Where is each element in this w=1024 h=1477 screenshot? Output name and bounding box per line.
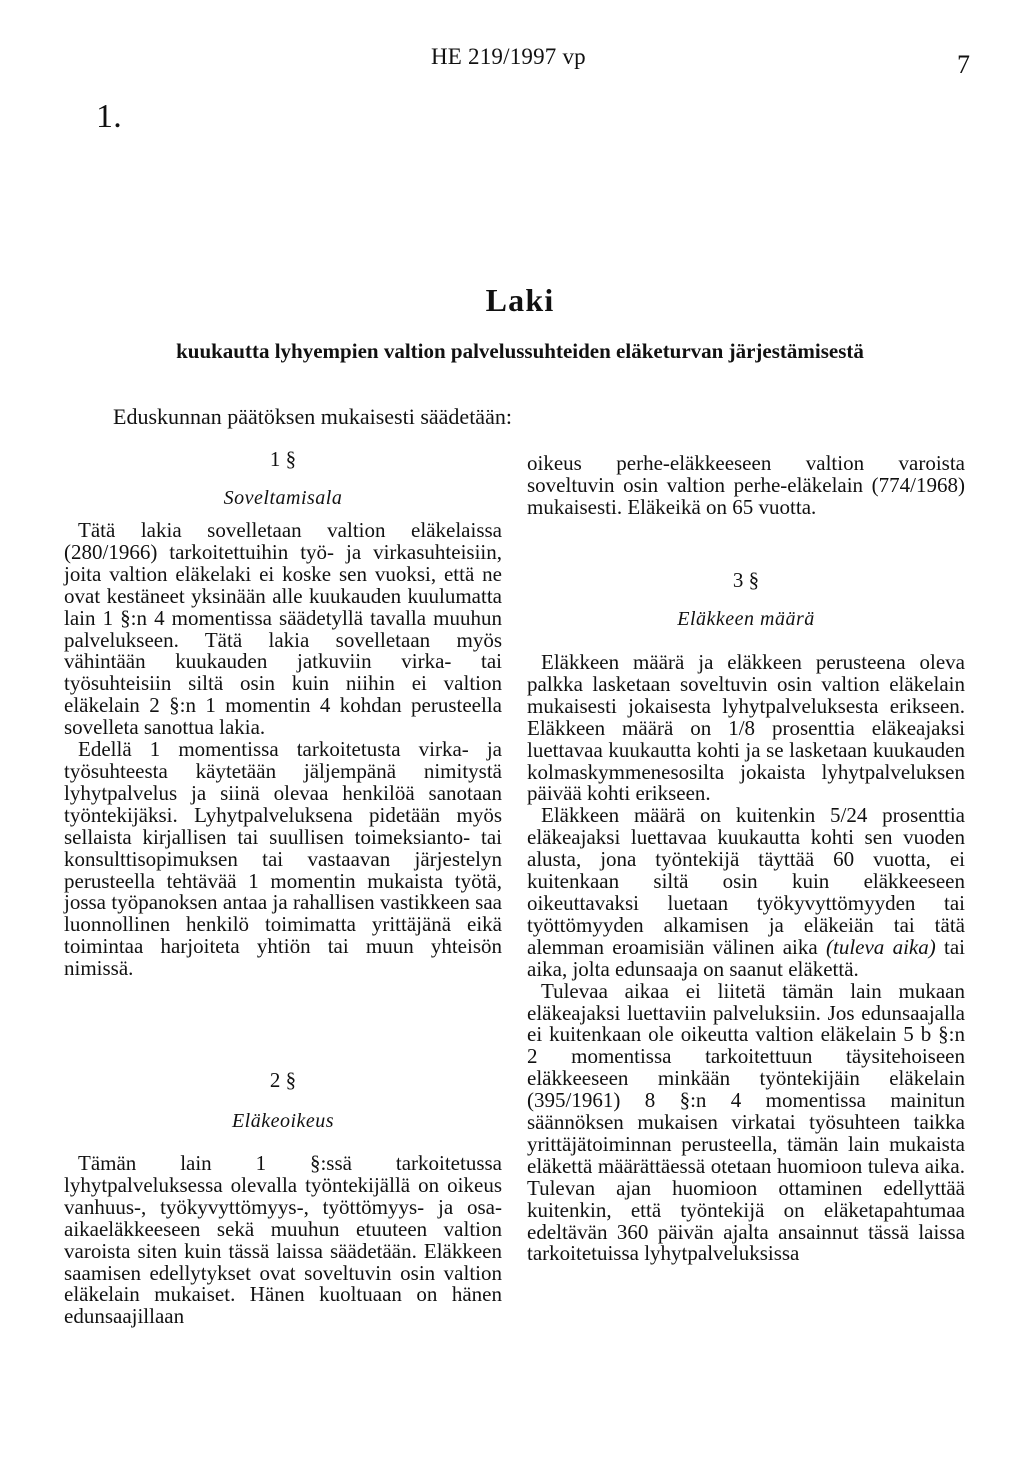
section-1-body xyxy=(64,520,502,980)
section-2-heading: Eläkeoikeus xyxy=(231,1110,335,1132)
law-subtitle: kuukautta lyhyempien valtion palvelussuhteiden eläketurvan järjestämisestä xyxy=(176,339,864,363)
section-3-number: 3 § xyxy=(732,568,760,592)
section-3-paragraph-1: Eläkkeen määrä ja eläkkeen perusteena oleva palkka lasketaan soveltuvin osin valtion eläkelain mukaisesti jokaisesta lyhytpalveluksesta erikseen. Eläkkeen määrä on 1/8 prosenttia eläkeajaksi luettavaa kuukautta kohti ja se lasketaan kuukauden kolmaskymmenesosilta jokaista lyhytpalveluksen päivää kohti erikseen. xyxy=(527,650,965,806)
section-3-body xyxy=(527,652,965,1265)
section-1-paragraph-2: Edellä 1 momentissa tarkoitetusta virka- ja työsuhteesta käytetään jäljempänä nimitystä lyhytpalvelus ja siinä olevaa henkilöä sanotaan työntekijäksi. Lyhytpalveluksena pidetään myös sellaista kirjallisen tai suullisen toimeksianto- tai konsulttisopimuksen tai vastaavan järjestelyn perusteella tehtävää 1 momentin mukaista työtä, jossa työpanoksen antaa ja rahallisen vastikkeen saa luonnollinen henkilö toimimatta yrittäjänä eikä toimintaa harjoiteta yhtiön tai muun yhteisön nimissä. xyxy=(64,737,502,981)
section-1-number: 1 § xyxy=(269,447,297,471)
section-2-continuation xyxy=(527,453,965,519)
law-title: Laki xyxy=(485,282,555,318)
section-3-paragraph-2-end: tai aika, jolta edunsaaja on saanut eläkettä. xyxy=(527,934,966,981)
page-number: 1. xyxy=(96,98,122,135)
folio-number: 7 xyxy=(957,50,971,79)
section-1-paragraph-1: Tätä lakia sovelletaan valtion eläkelaissa (280/1966) tarkoitettuihin työ- ja virkasuhteisiin, joita valtion eläkelaki ei koske sen vuoksi, että ne ovat kestäneet yksinään alle kuukauden kuulumatta lain 1 §:n 4 momentissa säädetyllä tavalla muuhun palvelukseen. Tätä lakia sovelletaan myös vähintään kuukauden jatkuviin virka- tai työsuhteisiin siltä osin kuin niihin ei valtion eläkelain 2 §:n 1 momentin 4 kohdan perusteella sovelleta sanottua lakia. xyxy=(64,518,502,740)
section-1-heading: Soveltamisala xyxy=(223,487,343,509)
document-id: HE 219/1997 vp xyxy=(431,44,586,69)
section-3-paragraph-3: Tulevaa aikaa ei liitetä tämän lain mukaan eläkeajaksi luettaviin palveluksiin. Jos edunsaajalla ei kuitenkaan ole oikeutta valtion eläkelain 5 b §:n 2 momentissa tarkoitettuun täysitehoiseen eläkkeeseen minkään työntekijäin eläkelain (395/1961) 8 §:n 4 momentissa mainitun säännöksen mukaisen virkatai työsuhteen taikka yrittäjätoiminnan perusteella, tämän lain mukaista eläkettä määrättäessä otetaan huomioon tuleva aika. Tulevan ajan huomioon ottaminen edellyttää kuitenkin, että työntekijä on eläketapahtumaa edeltävän 360 päivän ajalta ansainnut tässä laissa tarkoitetuissa lyhytpalveluksissa xyxy=(527,978,965,1266)
section-3-heading: Eläkkeen määrä xyxy=(677,608,815,630)
section-2-continuation-text: oikeus perhe-eläkkeeseen valtion varoista soveltuvin osin valtion perhe-eläkelain (774/1968) mukaisesti. Eläkeikä on 65 vuotta. xyxy=(527,451,965,519)
section-3-paragraph-2-start: Eläkkeen määrä on kuitenkin 5/24 prosenttia eläkeajaksi luettavaa kuukautta kohti sen vuoden alusta, jona työntekijä täyttää 60 vuotta, ei kuitenkaan siltä osin kuin eläkkeeseen oikeuttavaksi luetaan työkyvyttömyyden tai työttömyyden alkamisen ja eläkeiän tai tätä alemman eroamisiän välinen aika xyxy=(527,803,965,959)
section-3-paragraph-2 xyxy=(527,805,965,980)
enacting-clause: Eduskunnan päätöksen mukaisesti säädetään: xyxy=(113,404,512,429)
section-2-body xyxy=(64,1153,502,1328)
section-2-paragraph: Tämän lain 1 §:ssä tarkoitetussa lyhytpalveluksessa olevalla työntekijällä on oikeus vanhuus-, työkyvyttömyys-, työttömyys- ja osa-aikaeläkkeeseen sekä muuhun etuuteen valtion varoista siten kuin tässä laissa säädetään. Eläkkeen saamisen edellytykset ovat soveltuvin osin valtion eläkelain mukaiset. Hänen kuoltuaan on hänen edunsaajillaan xyxy=(64,1151,502,1329)
defined-term-tuleva-aika: (tuleva aika) xyxy=(826,934,936,959)
section-2-number: 2 § xyxy=(269,1068,297,1092)
